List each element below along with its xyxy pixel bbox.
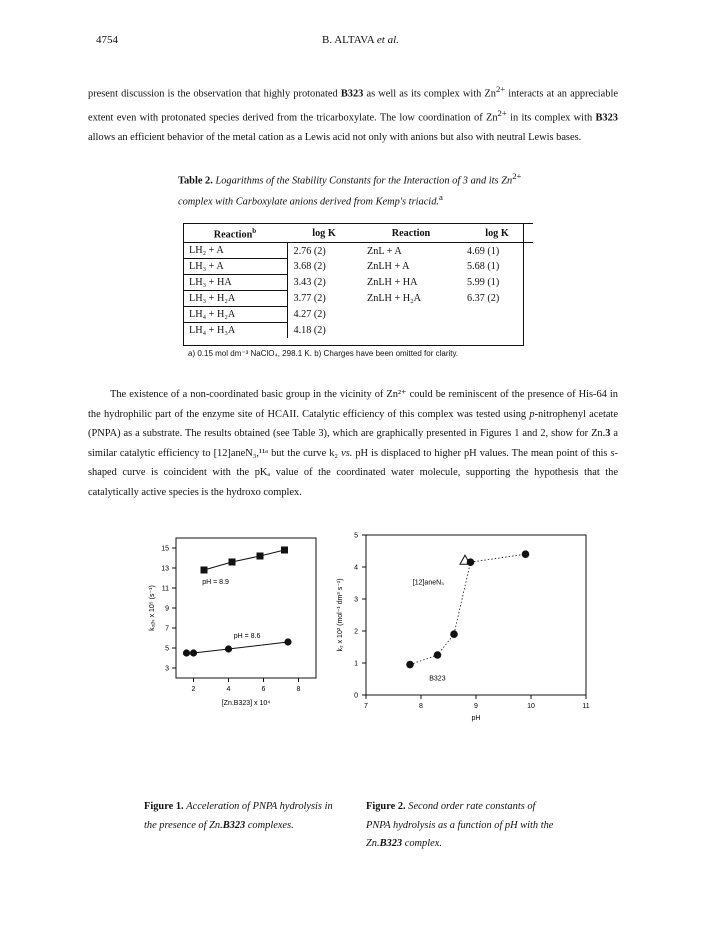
series-label-ph86: pH = 8.6 — [233, 633, 261, 640]
table-caption-label: Table 2. — [178, 175, 213, 187]
y-tick-label: 13 — [161, 565, 169, 573]
x-axis-label: [Zn.B323] x 10⁴ — [221, 700, 271, 707]
running-head — [322, 34, 399, 46]
y-tick-label: 9 — [165, 605, 169, 613]
table-cell: ZnL + A — [367, 245, 402, 257]
y-tick-label: 2 — [354, 628, 358, 636]
table-cell: 4.27 (2) — [293, 309, 326, 321]
p1-text: interacts at an appreciable extent even with protonated species derived from the tricarboxylate. The low coordination of Zn — [88, 88, 618, 124]
col-header: Reaction$^b$ — [183, 224, 287, 243]
data-point — [434, 651, 442, 659]
y-tick-label: 7 — [165, 625, 169, 633]
circle-point — [190, 649, 197, 656]
series-line — [204, 550, 285, 570]
table-cell: 3.68 (2) — [293, 261, 326, 273]
table-cell: LH₄ + H₂A — [183, 307, 287, 323]
page-number: 4754 — [96, 34, 118, 46]
table-row — [183, 291, 533, 307]
table-cell — [461, 307, 533, 323]
table-cell: LH₄ + H₃A — [183, 323, 287, 339]
table-cell: 6.37 (2) — [467, 293, 500, 305]
table-cell: LH₃ + HA — [183, 275, 287, 291]
x-tick-label: 8 — [419, 703, 423, 710]
y-tick-label: 3 — [165, 665, 169, 673]
table-cell: 3.77 (2) — [293, 293, 326, 305]
p1-text: allows an efficient behavior of the metal cation as a Lewis acid not only with anions but also with neutral Lewis bases. — [88, 131, 582, 143]
square-point — [201, 567, 208, 574]
table-caption-text: Logarithms of the Stability Constants for the Interaction of 3 and its Zn — [215, 175, 513, 187]
circle-point — [284, 638, 291, 645]
x-tick-label: 7 — [364, 703, 368, 710]
p1-compound: B323 — [595, 112, 618, 124]
square-point — [229, 559, 236, 566]
table-cell: ZnLH + HA — [367, 277, 418, 289]
table-row — [183, 307, 533, 323]
paragraph-1 — [88, 80, 618, 147]
table-cell: 4.69 (1) — [467, 245, 500, 257]
table-cell: ZnLH + H₂A — [367, 293, 422, 305]
col-header: Reaction — [361, 224, 461, 243]
series-label-b323: B323 — [429, 675, 446, 683]
table-row — [183, 243, 533, 259]
figure-caption-label: Figure 2. — [366, 801, 406, 812]
table-row — [183, 323, 533, 339]
p1-compound: B323 — [340, 88, 364, 100]
table-cell: ZnLH + A — [367, 261, 410, 273]
x-tick-label: 10 — [527, 703, 535, 710]
figure-caption-label: Figure 1. — [144, 801, 184, 812]
y-axis-label: k₂ x 10² (mol⁻¹ dm³ s⁻¹) — [337, 578, 344, 652]
p1-sup: 2+ — [495, 84, 506, 94]
table-cell: 5.99 (1) — [467, 277, 500, 289]
col-header: log K — [461, 224, 533, 243]
table-cell: 4.18 (2) — [293, 325, 326, 337]
fit-curve — [410, 554, 526, 664]
table-caption-sup: 2+ — [512, 171, 522, 181]
x-tick-label: 11 — [582, 703, 590, 710]
table-cell — [361, 323, 461, 339]
table-cell: 5.68 (1) — [467, 261, 500, 273]
table-row — [183, 259, 533, 275]
figure-2-chart — [328, 525, 598, 770]
y-tick-label: 1 — [354, 660, 358, 668]
x-tick-label: 4 — [226, 686, 231, 693]
figure-caption-text: Acceleration of PNPA hydrolysis in the presence of Zn.B323 complexes. — [144, 801, 333, 831]
y-tick-label: 15 — [161, 545, 169, 553]
figure-1-chart — [140, 530, 340, 770]
table-row — [183, 275, 533, 291]
table-cell: LH₂ + A — [183, 243, 287, 259]
series-line — [187, 642, 289, 653]
table-cell — [461, 323, 533, 339]
y-axis-label: kₒᵦₛ x 10⁵ (s⁻¹) — [149, 585, 156, 631]
table-footnote: a) 0.15 mol dm⁻³ NaClO₄, 298.1 K. b) Charges have been omitted for clarity. — [188, 349, 459, 358]
table-2 — [183, 223, 533, 338]
x-tick-label: 6 — [261, 686, 266, 693]
x-tick-label: 9 — [474, 703, 478, 710]
table-cell — [361, 307, 461, 323]
running-head-text: B. ALTAVA et al. — [322, 34, 399, 46]
p1-text: present discussion is the observation that highly protonated — [88, 88, 341, 100]
reference-label: [12]aneN₃ — [412, 579, 445, 587]
square-point — [281, 547, 288, 554]
data-point — [522, 550, 530, 558]
table-cell: LH₃ + H₂A — [183, 291, 287, 307]
p1-sup: 2+ — [497, 107, 507, 118]
p1-text: as well as its complex with Zn — [363, 88, 496, 100]
table-caption-sup: a — [439, 192, 443, 203]
table-2-caption — [178, 168, 558, 211]
y-tick-label: 11 — [161, 585, 169, 593]
circle-point — [183, 649, 190, 656]
figure-2-caption — [366, 798, 556, 854]
y-tick-label: 3 — [354, 596, 358, 604]
x-tick-label: 2 — [191, 686, 196, 693]
table-header-row — [183, 224, 533, 243]
figure-caption-text: Second order rate constants of PNPA hydrolysis as a function of pH with the Zn.B323 complex. — [366, 801, 554, 849]
x-axis-label: pH — [471, 715, 481, 722]
figure-1-caption — [144, 798, 334, 835]
table-caption-text: complex with Carboxylate anions derived from Kemp's triacid. — [178, 196, 439, 208]
y-tick-label: 5 — [354, 532, 358, 540]
square-point — [257, 553, 264, 560]
p1-text: in its complex with — [506, 112, 596, 124]
series-label-ph89: pH = 8.9 — [202, 579, 229, 586]
table-cell: LH₃ + A — [183, 259, 287, 275]
data-point — [450, 630, 458, 638]
y-tick-label: 0 — [354, 692, 358, 700]
y-tick-label: 4 — [354, 564, 358, 572]
paragraph-2: The existence of a non-coordinated basic group in the vicinity of Zn²⁺ could be reminiscent of the presence of His-64 in the hydrophilic part of the enzyme site of HCAII. Catalytic efficiency of this complex was tested using p-nitrophenyl acetate (PNPA) as a substrate. The results obtained (see Table 3), which are graphically presented in Figures 1 and 2, show for Zn.3 a similar catalytic efficiency to [12]aneN₃,¹¹ᵃ but the curve k₂ vs. pH is displaced to higher pH values. The mean point of this s-shaped curve is coincident with the pKₐ value of the coordinated water molecule, supporting the hypothesis that the catalytically active species is the hydroxo complex. — [88, 389, 619, 498]
data-point — [406, 661, 414, 669]
table-cell: 3.43 (2) — [293, 277, 326, 289]
plot-frame — [366, 535, 586, 695]
col-header: log K — [287, 224, 361, 243]
circle-point — [225, 645, 232, 652]
y-tick-label: 5 — [165, 645, 169, 653]
x-tick-label: 8 — [296, 686, 301, 693]
table-cell: 2.76 (2) — [293, 245, 326, 257]
